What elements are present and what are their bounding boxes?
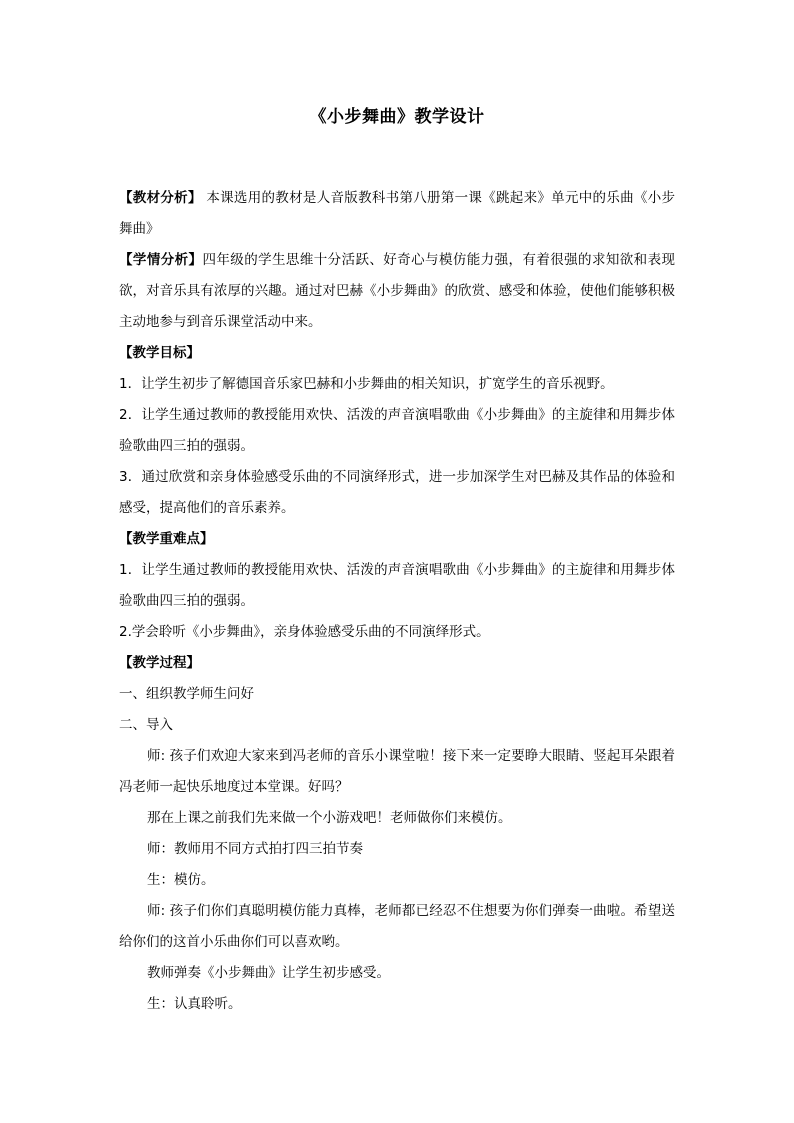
teaching-goal-item: 1．让学生初步了解德国音乐家巴赫和小步舞曲的相关知识，扩宽学生的音乐视野。 [119,376,614,392]
student-analysis-text: 四年级的学生思维十分活跃、好奇心与模仿能力强，有着很强的求知欲和表现欲，对音乐具有浓厚的兴趣。通过对巴赫《小步舞曲》的欣赏、感受和体验，使他们能够积极主动地参与到音乐课堂活动中来。 [119,252,676,330]
material-analysis-heading: 【教材分析】 [119,190,202,206]
key-point-item: 1．让学生通过教师的教授能用欢快、活泼的声音演唱歌曲《小步舞曲》的主旋律和用舞步体验歌曲四三拍的强弱。 [119,562,675,609]
material-analysis-paragraph [119,183,675,245]
teaching-process-heading: 【教学过程】 [119,655,200,671]
process-paragraph: 师: 孩子们欢迎大家来到冯老师的音乐小课堂啦！接下来一定要睁大眼睛、竖起耳朵跟着冯老师一起快乐地度过本堂课。好吗？ [119,748,675,795]
process-paragraph: 师：教师用不同方式拍打四三拍节奏 [147,841,363,857]
process-step: 二、导入 [119,717,173,733]
process-paragraph: 师: 孩子们你们真聪明模仿能力真棒，老师都已经忍不住想要为你们弹奏一曲啦。希望送给你们的这首小乐曲你们可以喜欢哟。 [119,903,675,950]
teaching-goal-item: 2．让学生通过教师的教授能用欢快、活泼的声音演唱歌曲《小步舞曲》的主旋律和用舞步体验歌曲四三拍的强弱。 [119,407,675,454]
process-paragraph: 生：认真聆听。 [147,996,242,1012]
key-points-heading: 【教学重难点】 [119,531,214,547]
process-paragraph: 那在上课之前我们先来做一个小游戏吧！老师做你们来模仿。 [147,810,512,826]
document-title: 《小步舞曲》教学设计 [309,107,485,127]
teaching-goal-item: 3．通过欣赏和亲身体验感受乐曲的不同演绎形式，进一步加深学生对巴赫及其作品的体验和感受，提高他们的音乐素养。 [119,469,675,516]
student-analysis-paragraph [119,245,675,338]
document-body [119,183,675,1020]
material-analysis-text: 本课选用的教材是人音版教科书第八册第一课《跳起来》单元中的乐曲《小步舞曲》 [119,190,676,237]
student-analysis-heading: 【学情分析】 [119,252,203,268]
process-paragraph: 生：模仿。 [147,872,215,888]
process-step: 一、组织教学师生问好 [119,686,254,702]
teaching-goals-heading: 【教学目标】 [119,345,200,361]
process-paragraph: 教师弹奏《小步舞曲》让学生初步感受。 [147,965,390,981]
key-point-item: 2.学会聆听《小步舞曲》，亲身体验感受乐曲的不同演绎形式。 [119,624,490,640]
